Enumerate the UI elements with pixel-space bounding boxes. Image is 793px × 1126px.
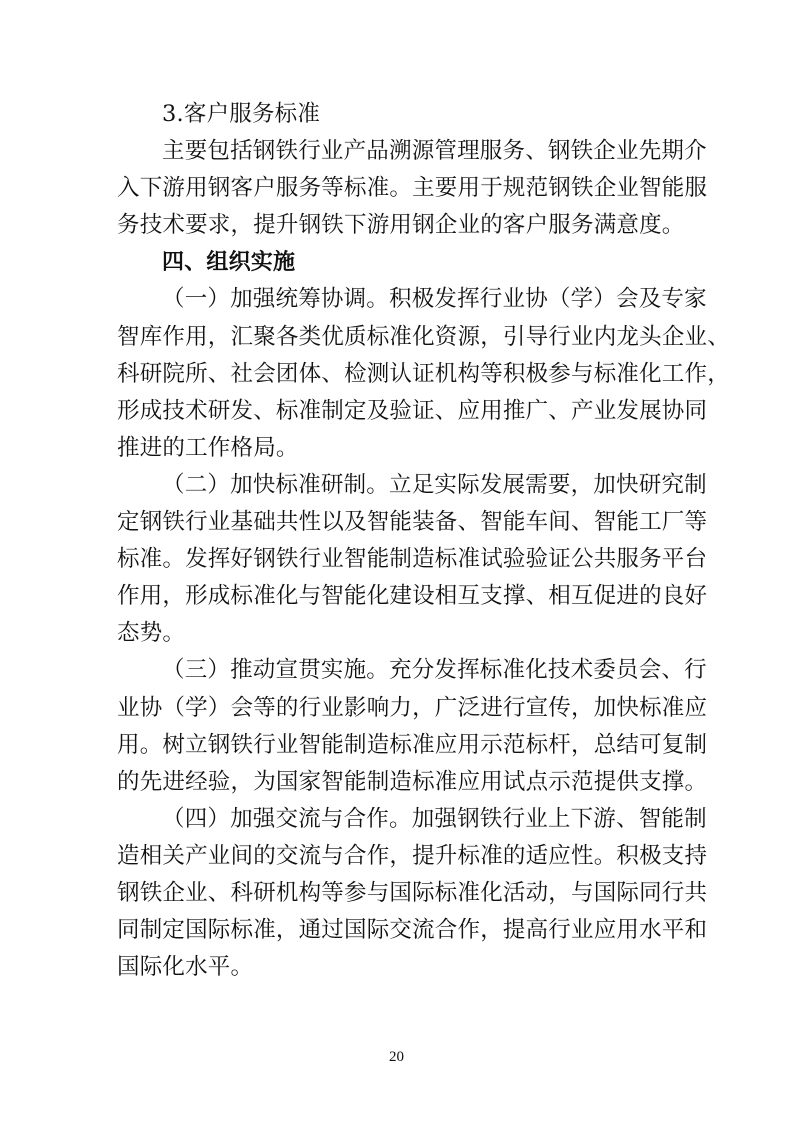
section-heading: 3.客户服务标准 xyxy=(162,101,321,127)
chapter-heading: 四、组织实施 xyxy=(162,250,296,276)
paragraph-line: 推进的工作格局。 xyxy=(117,434,299,461)
paragraph-line: 主要包括钢铁行业产品溯源管理服务、钢铁企业先期介 xyxy=(162,138,707,165)
paragraph-line: （一）加强统筹协调。积极发挥行业协（学）会及专家 xyxy=(162,286,707,313)
paragraph-line: 标准。发挥好钢铁行业智能制造标准试验验证公共服务平台 xyxy=(117,546,708,573)
paragraph-line: （四）加强交流与合作。加强钢铁行业上下游、智能制 xyxy=(162,805,707,832)
paragraph-line: 务技术要求，提升钢铁下游用钢企业的客户服务满意度。 xyxy=(117,212,685,239)
paragraph-line: （二）加快标准研制。立足实际发展需要，加快研究制 xyxy=(162,471,707,498)
paragraph-line: 同制定国际标准，通过国际交流合作，提高行业应用水平和 xyxy=(117,917,708,944)
paragraph-line: 业协（学）会等的行业影响力，广泛进行宣传，加快标准应 xyxy=(117,694,708,721)
page-number: 20 xyxy=(389,1049,404,1065)
document-page xyxy=(117,96,730,986)
paragraph-line: 形成技术研发、标准制定及验证、应用推广、产业发展协同 xyxy=(117,397,708,424)
paragraph-line: 作用，形成标准化与智能化建设相互支撑、相互促进的良好 xyxy=(117,583,708,610)
paragraph-line: 造相关产业间的交流与合作，提升标准的适应性。积极支持 xyxy=(117,842,708,869)
paragraph-line: 科研院所、社会团体、检测认证机构等积极参与标准化工作， xyxy=(117,360,730,387)
paragraph-line: （三）推动宣贯实施。充分发挥标准化技术委员会、行 xyxy=(162,657,707,684)
paragraph-line: 的先进经验，为国家智能制造标准应用试点示范提供支撑。 xyxy=(117,768,708,795)
paragraph-line: 入下游用钢客户服务等标准。主要用于规范钢铁企业智能服 xyxy=(117,175,708,202)
paragraph-line: 用。树立钢铁行业智能制造标准应用示范标杆，总结可复制 xyxy=(117,731,708,758)
paragraph-line: 定钢铁行业基础共性以及智能装备、智能车间、智能工厂等 xyxy=(117,509,708,536)
paragraph-line: 智库作用，汇聚各类优质标准化资源，引导行业内龙头企业、 xyxy=(117,323,730,350)
paragraph-line: 态势。 xyxy=(117,620,186,647)
paragraph-line: 钢铁企业、科研机构等参与国际标准化活动，与国际同行共 xyxy=(117,879,708,906)
paragraph-line: 国际化水平。 xyxy=(117,954,254,981)
